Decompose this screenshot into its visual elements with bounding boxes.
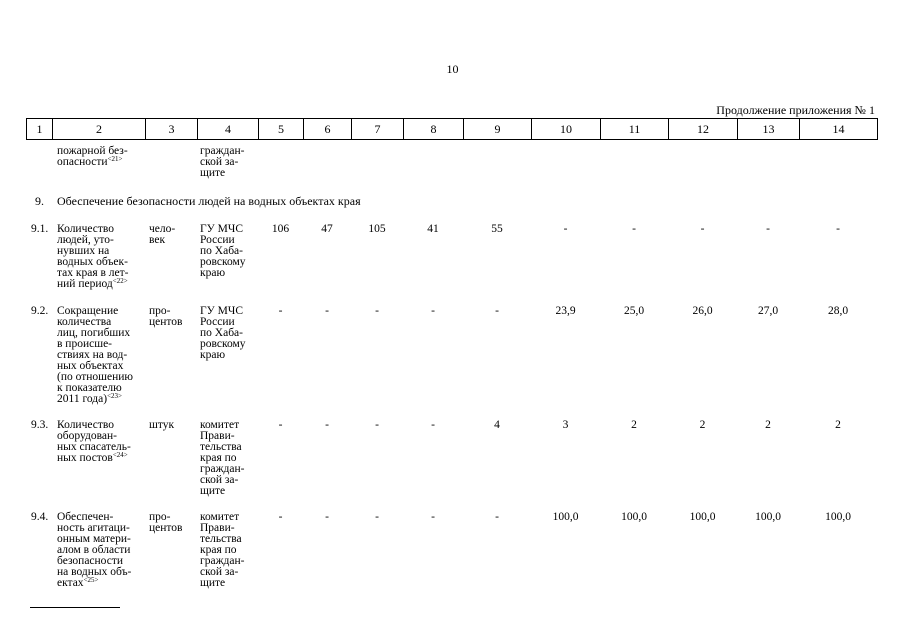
value-col11: 2 — [631, 419, 637, 431]
value-col9: 55 — [491, 223, 503, 235]
row-number: 9.1. — [31, 223, 49, 235]
value-col6: - — [325, 419, 329, 431]
value-col7: - — [375, 305, 379, 317]
carry-executor: граждан- ской за- щите — [200, 145, 245, 179]
section-number: 9. — [35, 194, 44, 208]
value-col7: 105 — [368, 223, 386, 235]
value-col5: - — [278, 419, 283, 431]
col-header-4: 4 — [198, 119, 259, 140]
col-header-13: 13 — [738, 119, 800, 140]
value-col12: - — [700, 223, 705, 235]
unit: штук — [149, 419, 175, 431]
value-col8: - — [431, 511, 435, 523]
value-col9: 4 — [494, 419, 500, 431]
value-col10: - — [563, 223, 568, 235]
unit: про- центов — [149, 305, 183, 328]
executor: комитет Прави- тельства края по граждан- ской за- щите — [200, 419, 245, 497]
value-col8: 41 — [427, 223, 439, 235]
col-header-6: 6 — [304, 119, 352, 140]
value-col11: - — [632, 223, 636, 235]
value-col5: - — [278, 305, 283, 317]
value-col8: - — [431, 419, 435, 431]
value-col7: - — [375, 419, 379, 431]
value-col9: - — [495, 511, 499, 523]
value-col10: 100,0 — [552, 511, 579, 523]
column-number-header — [26, 118, 878, 140]
indicator-name: Сокращение количества лиц, погибших в происше- ствиях на вод- ных объектах (по отношению к показателю 2011 года)$^{<23>}$ — [57, 305, 133, 405]
col-header-9: 9 — [464, 119, 532, 140]
value-col5: 106 — [271, 223, 290, 235]
indicator-name: Обеспечен- ность агитаци- онным матери- алом в области безопасности на водных объ- ектах$^{<25>}$ — [57, 511, 132, 589]
indicator-name: Количество людей, уто- нувших на водных объек- тах края в лет- ний период$^{<22>}$ — [57, 223, 129, 290]
value-col6: - — [325, 305, 329, 317]
executor: комитет Прави- тельства края по граждан- ской за- щите — [200, 511, 245, 589]
value-col13: 2 — [765, 419, 771, 431]
indicator-name: Количество оборудован- ных спасатель- ных постов$^{<24>}$ — [57, 419, 131, 464]
value-col14: 100,0 — [825, 511, 851, 523]
value-col5: - — [278, 511, 283, 523]
value-col9: - — [495, 305, 499, 317]
value-col8: - — [431, 305, 435, 317]
value-col11: 25,0 — [623, 305, 645, 317]
carry-name: пожарной без- опасности$^{<21>}$ — [57, 145, 128, 168]
value-col6: 47 — [321, 223, 333, 235]
col-header-2: 2 — [53, 119, 146, 140]
value-col14: - — [836, 223, 840, 235]
row-number: 9.4. — [31, 511, 49, 523]
unit: про- центов — [149, 511, 183, 534]
col-header-5: 5 — [259, 119, 304, 140]
value-col14: 28,0 — [827, 305, 849, 317]
unit: чело- век — [149, 223, 176, 246]
value-col13: - — [766, 223, 770, 235]
value-col14: 2 — [835, 419, 841, 431]
value-col12: 100,0 — [689, 511, 716, 523]
value-col7: - — [375, 511, 379, 523]
row-number: 9.2. — [31, 305, 49, 317]
value-col13: 27,0 — [757, 305, 779, 317]
continuation-label: Продолжение приложения № 1 — [716, 103, 875, 117]
value-col11: 100,0 — [621, 511, 647, 523]
page-number: 10 — [446, 62, 459, 76]
col-header-8: 8 — [404, 119, 464, 140]
footnote-divider — [30, 607, 120, 608]
col-header-7: 7 — [352, 119, 404, 140]
col-header-10: 10 — [532, 119, 601, 140]
executor: ГУ МЧС России по Хаба- ровскому краю — [200, 223, 246, 279]
col-header-1: 1 — [27, 119, 53, 140]
col-header-11: 11 — [601, 119, 669, 140]
section-title: Обеспечение безопасности людей на водных объектах края — [57, 194, 361, 208]
value-col6: - — [325, 511, 329, 523]
value-col10: 3 — [562, 419, 569, 431]
value-col12: 26,0 — [692, 305, 713, 317]
executor: ГУ МЧС России по Хаба- ровскому краю — [200, 305, 246, 361]
row-number: 9.3. — [31, 419, 49, 431]
value-col12: 2 — [699, 419, 706, 431]
col-header-3: 3 — [146, 119, 198, 140]
col-header-14: 14 — [800, 119, 878, 140]
value-col10: 23,9 — [555, 305, 576, 317]
col-header-12: 12 — [669, 119, 738, 140]
value-col13: 100,0 — [755, 511, 781, 523]
